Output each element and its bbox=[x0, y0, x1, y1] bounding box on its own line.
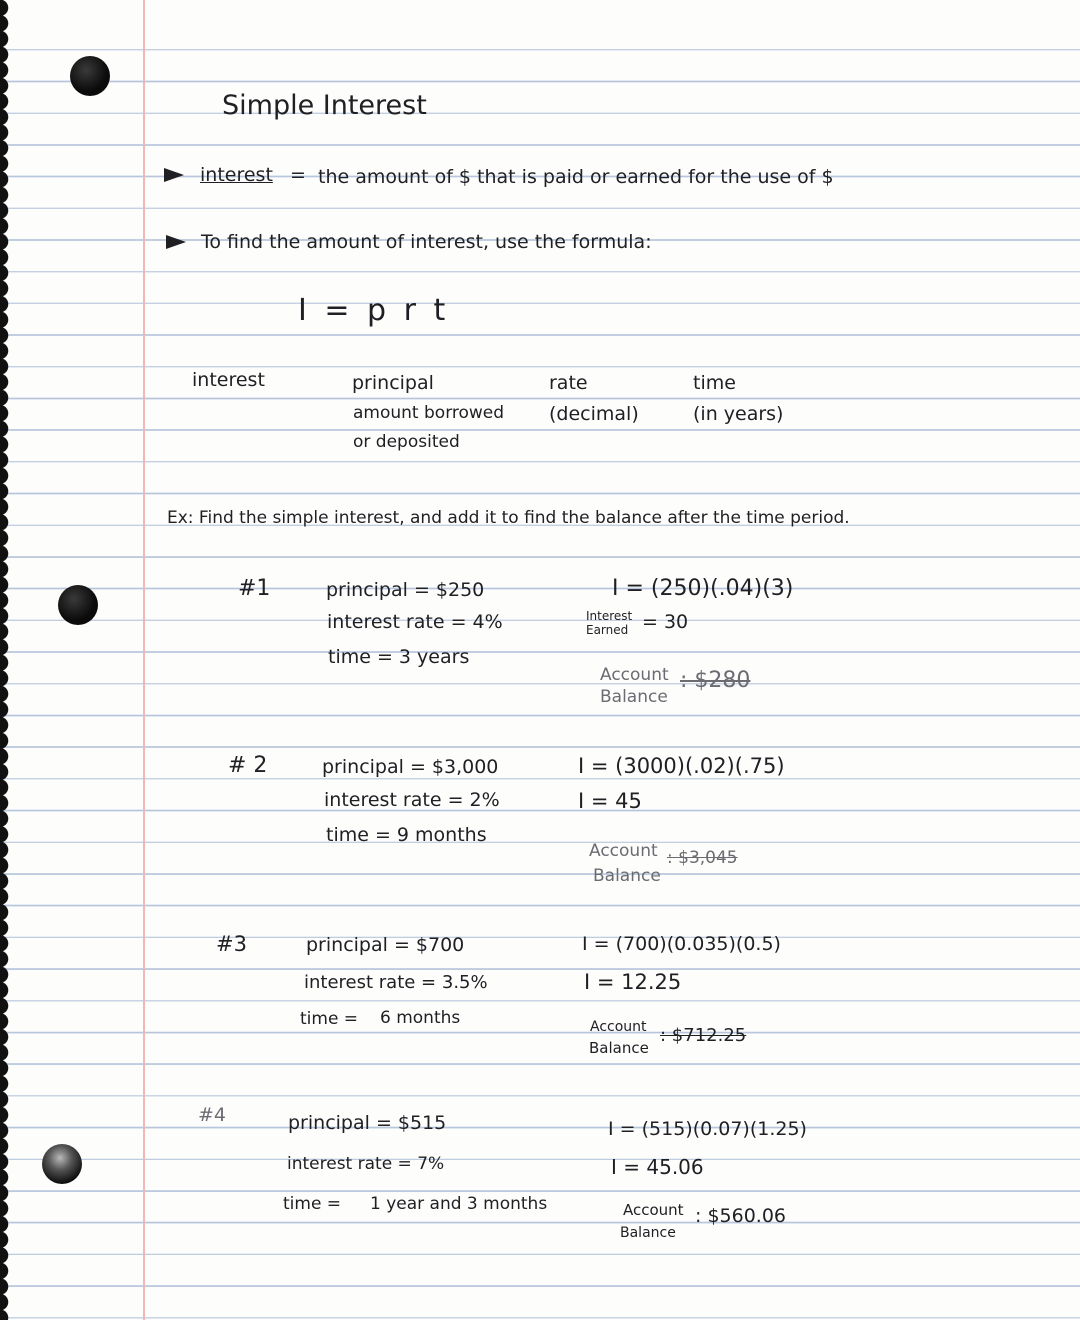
problem-rate: interest rate = 4% bbox=[327, 611, 503, 633]
problem-calc: I = (3000)(.02)(.75) bbox=[578, 754, 785, 778]
balance-value: : $560.06 bbox=[695, 1205, 787, 1227]
problem-principal: principal = $700 bbox=[306, 934, 465, 956]
problem-number: #1 bbox=[238, 576, 271, 601]
spiral-binding bbox=[0, 0, 14, 1320]
balance-value: : $3,045 bbox=[667, 848, 738, 868]
problem-principal: principal = $515 bbox=[288, 1112, 447, 1134]
problem-time-value: 1 year and 3 months bbox=[370, 1194, 548, 1214]
problem-principal: principal = $3,000 bbox=[322, 756, 499, 778]
balance-label: Account bbox=[589, 841, 658, 861]
problem-calc: I = (250)(.04)(3) bbox=[612, 576, 794, 601]
problem-number: # 2 bbox=[228, 753, 268, 778]
problem-time-label: time = bbox=[283, 1194, 342, 1214]
problem-result: I = 45 bbox=[578, 789, 642, 813]
problem-time-label: time = bbox=[300, 1009, 359, 1029]
var-rate-desc: (decimal) bbox=[549, 403, 639, 425]
balance-label: Account bbox=[623, 1201, 684, 1219]
problem-number: #4 bbox=[198, 1104, 227, 1126]
var-principal-desc: or deposited bbox=[353, 432, 460, 452]
definition-text: the amount of $ that is paid or earned for the use of $ bbox=[318, 166, 834, 188]
problem-result: I = 45.06 bbox=[611, 1155, 704, 1179]
result-label: Interest bbox=[586, 609, 633, 623]
var-principal: principal bbox=[352, 372, 434, 394]
var-interest: interest bbox=[192, 369, 265, 391]
balance-label: Account bbox=[590, 1019, 647, 1035]
formula-intro: To find the amount of interest, use the formula: bbox=[201, 231, 652, 253]
punch-hole bbox=[58, 585, 98, 625]
formula: I = p r t bbox=[298, 293, 450, 328]
problem-time: time = 9 months bbox=[326, 824, 487, 846]
definition-equals: = bbox=[290, 164, 306, 186]
var-time-desc: (in years) bbox=[693, 403, 784, 425]
page-title: Simple Interest bbox=[222, 90, 427, 121]
problem-calc: I = (515)(0.07)(1.25) bbox=[608, 1118, 807, 1140]
punch-hole bbox=[42, 1144, 82, 1184]
balance-label: Account bbox=[600, 665, 669, 685]
problem-rate: interest rate = 7% bbox=[287, 1154, 445, 1174]
problem-principal: principal = $250 bbox=[326, 579, 485, 601]
punch-hole bbox=[70, 56, 110, 96]
balance-label: Balance bbox=[589, 1039, 649, 1057]
problem-time-value: 6 months bbox=[380, 1008, 461, 1028]
result-label: Earned bbox=[586, 623, 629, 637]
problem-number: #3 bbox=[216, 932, 247, 956]
definition-term: interest bbox=[200, 164, 273, 186]
bullet-arrow-icon bbox=[164, 168, 184, 182]
margin-line bbox=[143, 0, 145, 1320]
problem-rate: interest rate = 2% bbox=[324, 789, 500, 811]
balance-value: : $280 bbox=[680, 668, 751, 693]
problem-time: time = 3 years bbox=[328, 646, 470, 668]
var-principal-desc: amount borrowed bbox=[353, 403, 505, 423]
balance-value: : $712.25 bbox=[660, 1025, 747, 1046]
problem-calc: I = (700)(0.035)(0.5) bbox=[582, 933, 781, 955]
problem-result: = 30 bbox=[642, 611, 689, 633]
problem-rate: interest rate = 3.5% bbox=[304, 972, 488, 993]
balance-label: Balance bbox=[620, 1225, 676, 1241]
var-time: time bbox=[693, 372, 736, 394]
problem-result: I = 12.25 bbox=[584, 970, 682, 994]
balance-label: Balance bbox=[600, 687, 668, 707]
balance-label: Balance bbox=[593, 866, 661, 886]
var-rate: rate bbox=[549, 372, 588, 394]
bullet-arrow-icon bbox=[166, 235, 186, 249]
example-prompt: Ex: Find the simple interest, and add it to find the balance after the time period. bbox=[167, 508, 850, 528]
